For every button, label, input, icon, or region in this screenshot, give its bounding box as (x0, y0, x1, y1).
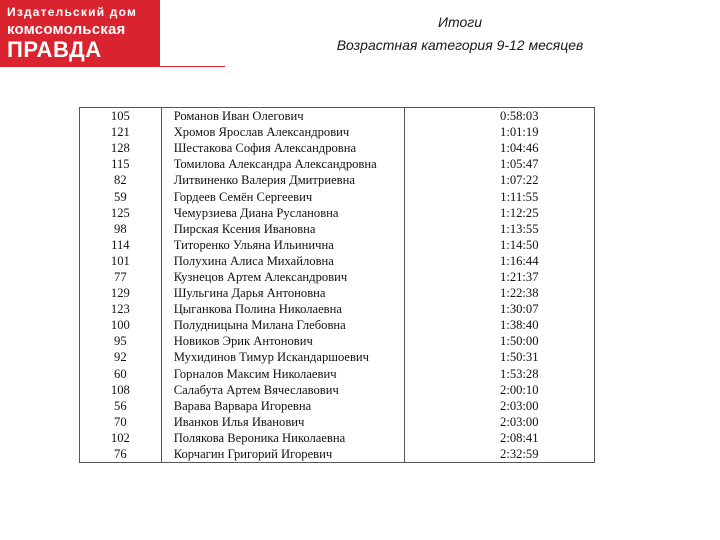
finish-time-cell: 1:07:22 (404, 172, 594, 188)
table-row (80, 366, 595, 382)
finish-time-cell: 1:12:25 (404, 205, 594, 221)
finish-time-cell: 0:58:03 (404, 108, 594, 125)
finish-time-cell: 1:30:07 (404, 301, 594, 317)
bib-number-cell: 129 (80, 285, 162, 301)
finish-time-cell: 1:22:38 (404, 285, 594, 301)
bib-number-cell: 82 (80, 172, 162, 188)
finish-time-cell: 1:01:19 (404, 124, 594, 140)
finish-time-cell: 1:21:37 (404, 269, 594, 285)
finish-time-cell: 1:14:50 (404, 237, 594, 253)
table-row (80, 188, 595, 204)
bib-number-cell: 105 (80, 108, 162, 125)
table-row (80, 333, 595, 349)
bib-number-cell: 98 (80, 221, 162, 237)
table-row (80, 269, 595, 285)
header-divider (0, 66, 225, 67)
logo-line-3: ПРАВДА (7, 37, 102, 62)
bib-number-cell: 108 (80, 382, 162, 398)
table-row (80, 108, 595, 125)
finish-time-cell: 2:03:00 (404, 398, 594, 414)
bib-number-cell: 56 (80, 398, 162, 414)
finish-time-cell: 2:03:00 (404, 414, 594, 430)
participant-name-cell: Полухина Алиса Михайловна (161, 253, 404, 269)
participant-name-cell: Корчагин Григорий Игоревич (161, 446, 404, 463)
bib-number-cell: 59 (80, 188, 162, 204)
finish-time-cell: 2:32:59 (404, 446, 594, 463)
finish-time-cell: 1:13:55 (404, 221, 594, 237)
bib-number-cell: 76 (80, 446, 162, 463)
bib-number-cell: 121 (80, 124, 162, 140)
table-row (80, 382, 595, 398)
participant-name-cell: Хромов Ярослав Александрович (161, 124, 404, 140)
finish-time-cell: 2:00:10 (404, 382, 594, 398)
finish-time-cell: 1:50:31 (404, 349, 594, 365)
results-table (79, 107, 595, 463)
bib-number-cell: 123 (80, 301, 162, 317)
participant-name-cell: Литвиненко Валерия Дмитриевна (161, 172, 404, 188)
table-row (80, 124, 595, 140)
participant-name-cell: Томилова Александра Александровна (161, 156, 404, 172)
participant-name-cell: Варава Варвара Игоревна (161, 398, 404, 414)
table-row (80, 253, 595, 269)
finish-time-cell: 1:11:55 (404, 188, 594, 204)
participant-name-cell: Горналов Максим Николаевич (161, 366, 404, 382)
bib-number-cell: 60 (80, 366, 162, 382)
bib-number-cell: 128 (80, 140, 162, 156)
bib-number-cell: 125 (80, 205, 162, 221)
participant-name-cell: Новиков Эрик Антонович (161, 333, 404, 349)
table-row (80, 414, 595, 430)
logo-line-1: Издательский дом (7, 5, 138, 19)
finish-time-cell: 1:38:40 (404, 317, 594, 333)
participant-name-cell: Гордеев Семён Сергеевич (161, 188, 404, 204)
page-title: Итоги (438, 14, 482, 30)
bib-number-cell: 102 (80, 430, 162, 446)
participant-name-cell: Титоренко Ульяна Ильинична (161, 237, 404, 253)
logo-line-2: комсомольская (7, 21, 126, 38)
bib-number-cell: 115 (80, 156, 162, 172)
participant-name-cell: Полякова Вероника Николаевна (161, 430, 404, 446)
finish-time-cell: 2:08:41 (404, 430, 594, 446)
table-row (80, 301, 595, 317)
finish-time-cell: 1:50:00 (404, 333, 594, 349)
participant-name-cell: Кузнецов Артем Александрович (161, 269, 404, 285)
bib-number-cell: 114 (80, 237, 162, 253)
table-row (80, 398, 595, 414)
finish-time-cell: 1:16:44 (404, 253, 594, 269)
bib-number-cell: 101 (80, 253, 162, 269)
results-table-body (80, 108, 595, 463)
table-row (80, 285, 595, 301)
participant-name-cell: Шульгина Дарья Антоновна (161, 285, 404, 301)
page-subtitle: Возрастная категория 9-12 месяцев (336, 37, 584, 53)
participant-name-cell: Цыганкова Полина Николаевна (161, 301, 404, 317)
table-row (80, 205, 595, 221)
table-row (80, 349, 595, 365)
table-row (80, 156, 595, 172)
table-row (80, 172, 595, 188)
table-row (80, 237, 595, 253)
participant-name-cell: Салабута Артем Вячеславович (161, 382, 404, 398)
participant-name-cell: Иванков Илья Иванович (161, 414, 404, 430)
finish-time-cell: 1:53:28 (404, 366, 594, 382)
participant-name-cell: Пирская Ксения Ивановна (161, 221, 404, 237)
bib-number-cell: 92 (80, 349, 162, 365)
participant-name-cell: Шестакова София Александровна (161, 140, 404, 156)
table-row (80, 221, 595, 237)
finish-time-cell: 1:04:46 (404, 140, 594, 156)
publisher-logo (0, 0, 160, 66)
bib-number-cell: 100 (80, 317, 162, 333)
finish-time-cell: 1:05:47 (404, 156, 594, 172)
table-row (80, 430, 595, 446)
table-row (80, 446, 595, 463)
participant-name-cell: Романов Иван Олегович (161, 108, 404, 125)
participant-name-cell: Мухидинов Тимур Искандаршоевич (161, 349, 404, 365)
participant-name-cell: Полудницына Милана Глебовна (161, 317, 404, 333)
bib-number-cell: 77 (80, 269, 162, 285)
table-row (80, 140, 595, 156)
table-row (80, 317, 595, 333)
bib-number-cell: 70 (80, 414, 162, 430)
bib-number-cell: 95 (80, 333, 162, 349)
participant-name-cell: Чемурзиева Диана Руслановна (161, 205, 404, 221)
